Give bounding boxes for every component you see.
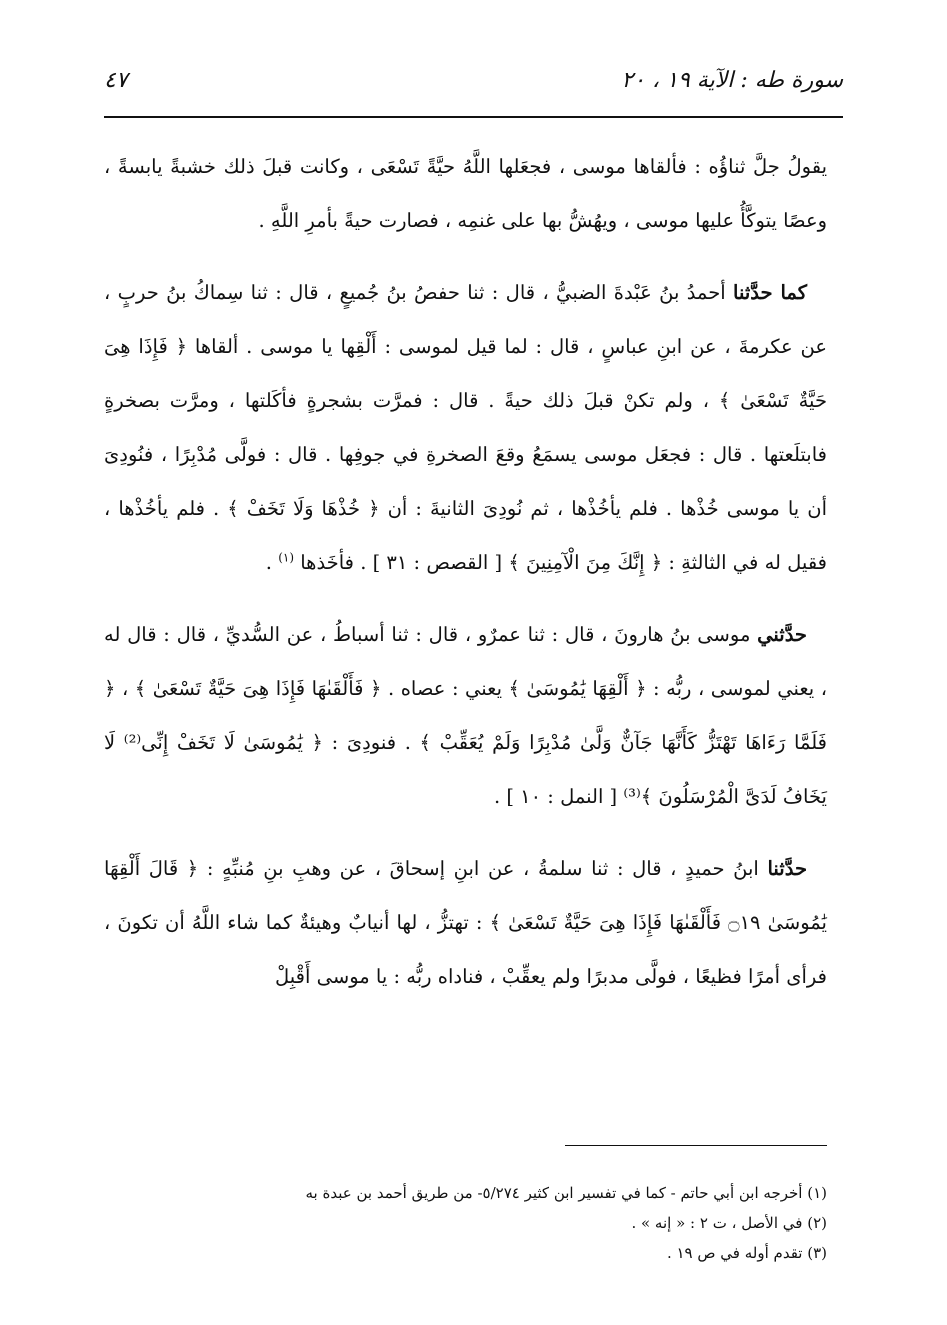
paragraph-4 bbox=[104, 842, 827, 1004]
footnote-3: (٣) تقدم أوله في ص ١٩ . bbox=[666, 1244, 827, 1262]
paragraph-text: يقولُ جلَّ ثناؤُه : فألقاها موسى ، فجعَلها اللَّهُ حيَّةً تَسْعَى ، وكانت قبلَ ذلك خشبةً يابسةً ، وعصًا يتوكَّأُ عليها موسى ، ويهُشُّ بها على غنمِه ، فصارت حيةً بأمرِ اللَّهِ . bbox=[104, 155, 827, 232]
paragraph-lead: كما حدَّثنا bbox=[733, 281, 807, 304]
footnote-rule bbox=[565, 1145, 827, 1146]
paragraph-text: موسى بنُ هارونَ ، قال : ثنا عمرٌو ، قال : ثنا أسباطُ ، عن السُّديِّ ، قال : قال له ، يعني لموسى ، ربُّه : ﴿ أَلْقِهَا يَٰمُوسَىٰ ﴾ يعني : عصاه . ﴿ فَأَلْقَىٰهَا فَإِذَا هِىَ حَيَّةٌ تَسْعَىٰ ﴾ ، ﴿ فَلَمَّا رَءَاهَا تَهْتَزُّ كَأَنَّهَا جَآنٌّ وَلَّىٰ مُدْبِرًا وَلَمْ يُعَقِّبْ ﴾ . فنودِىَ : ﴿ يَٰمُوسَىٰ لَا تَخَفْ إِنِّى⁽²⁾ لَا يَخَافُ لَدَىَّ الْمُرْسَلُونَ ﴾⁽³⁾ [ النمل : ١٠ ] . bbox=[104, 623, 827, 808]
footnote-1: (١) أخرجه ابن أبي حاتم - كما في تفسير ابن كثير ٥/٢٧٤- من طريق أحمد بن عبدة به bbox=[305, 1184, 827, 1202]
footnote-2: (٢) في الأصل ، ت ٢ : « إنه » . bbox=[631, 1214, 827, 1232]
paragraph-3 bbox=[104, 608, 827, 824]
footnotes bbox=[104, 1178, 827, 1268]
paragraph-text: أحمدُ بنُ عَبْدةَ الضبيُّ ، قال : ثنا حفصُ بنُ جُميعٍ ، قال : ثنا سِماكُ بنُ حربٍ ، عن عكرمةَ ، عن ابنِ عباسٍ ، قال : لما قيل لموسى : أَلْقِها يا موسى . ألقاها ﴿ فَإِذَا هِىَ حَيَّةٌ تَسْعَىٰ ﴾ ، ولم تكنْ قبلَ ذلك حيةً . قال : فمرَّت بشجرةٍ فأكَلتها ، ومرَّت بصخرةٍ فابتلَعتها . قال : فجعَل موسى يسمَعُ وقعَ الصخرةِ في جوفِها . قال : فولَّى مُدْبِرًا ، فنُودِىَ أن يا موسى خُذْها . فلم يأخُذْها ، ثم نُودِىَ الثانيةَ : أن ﴿ خُذْهَا وَلَا تَخَفْ ﴾ . فلم يأخُذْها ، فقيل له في الثالثةِ : ﴿ إِنَّكَ مِنَ الْآمِنِينَ ﴾ [ القصص : ٣١ ] . فأخَذها bbox=[104, 281, 827, 574]
paragraph-2: كما حدَّثنا أحمدُ بنُ عَبْدةَ الضبيُّ ، قال : ثنا حفصُ بنُ جُميعٍ ، قال : ثنا سِماكُ بنُ حربٍ ، عن عكرمةَ ، عن ابنِ عباسٍ ، قال : لما قيل لموسى : أَلْقِها يا موسى . ألقاها ﴿ فَإِذَا هِىَ حَيَّةٌ تَسْعَىٰ ﴾ ، ولم تكنْ قبلَ ذلك حيةً . قال : فمرَّت بشجرةٍ فأكَلتها ، ومرَّت بصخرةٍ فابتلَعتها . قال : فجعَل موسى يسمَعُ وقعَ الصخرةِ في جوفِها . قال : فولَّى مُدْبِرًا ، فنُودِىَ أن يا موسى خُذْها . فلم يأخُذْها ، ثم نُودِىَ الثانيةَ : أن ﴿ خُذْهَا وَلَا تَخَفْ ﴾ . فلم يأخُذْها ، فقيل له في الثالثةِ : ﴿ إِنَّكَ مِنَ الْآمِنِينَ ﴾ [ القصص : ٣١ ] . فأخَذها $^{(١)}$ . bbox=[104, 281, 827, 574]
paragraph-1 bbox=[104, 140, 827, 248]
page-number: ٤٧ bbox=[104, 67, 128, 93]
main-text bbox=[104, 140, 827, 1022]
header-rule bbox=[104, 116, 843, 118]
paragraph-lead: حدَّثني bbox=[757, 623, 807, 646]
paragraph-lead: حدَّثنا bbox=[767, 857, 808, 880]
page-header bbox=[104, 58, 843, 102]
paragraph-text: ابنُ حميدٍ ، قال : ثنا سلمةُ ، عن ابنِ إسحاقَ ، عن وهبِ بنِ مُنبِّهٍ : ﴿ قَالَ أَلْقِهَا يَٰمُوسَىٰ ۝١٩ فَأَلْقَىٰهَا فَإِذَا هِىَ حَيَّةٌ تَسْعَىٰ ﴾ : تهتزُّ ، لها أنيابٌ وهيئةٌ كما شاء اللَّهُ أن تكونَ ، فرأى أمرًا فظيعًا ، فولَّى مدبرًا ولم يعقِّبْ ، فناداه ربُّه : يا موسى أَقْبِلْ bbox=[104, 857, 827, 988]
running-title: سورة طه : الآية ١٩ ، ٢٠ bbox=[621, 67, 843, 93]
footnote-ref: (١) bbox=[278, 550, 295, 565]
